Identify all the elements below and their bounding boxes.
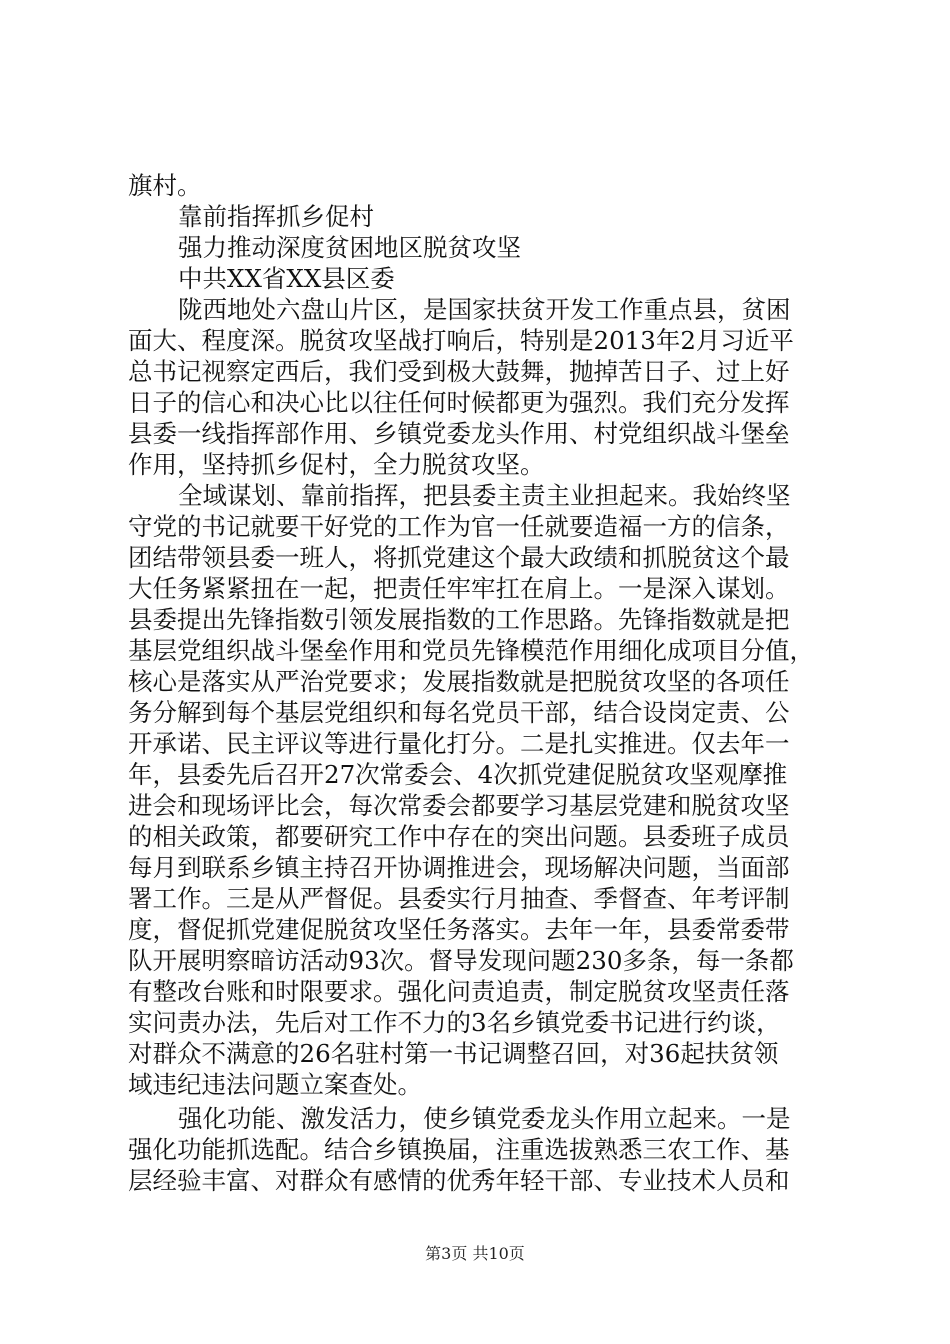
text-line: 守党的书记就要干好党的工作为官一任就要造福一方的信条， <box>128 512 790 541</box>
text-line: 实问责办法，先后对工作不力的3名乡镇党委书记进行约谈， <box>128 1008 781 1037</box>
text-line: 面大、程度深。脱贫攻坚战打响后，特别是2013年2月习近平 <box>128 326 794 355</box>
text-line: 基层党组织战斗堡垒作用和党员先锋模范作用细化成项目分值， <box>128 636 814 665</box>
text-line: 度，督促抓党建促脱贫攻坚任务落实。去年一年，县委常委带 <box>128 915 790 944</box>
text-line: 对群众不满意的26名驻村第一书记调整召回，对36起扶贫领 <box>128 1039 779 1068</box>
text-line: 团结带领县委一班人，将抓党建这个最大政绩和抓脱贫这个最 <box>128 543 790 572</box>
text-line: 陇西地处六盘山片区，是国家扶贫开发工作重点县，贫困 <box>178 295 791 324</box>
text-line: 强化功能抓选配。结合乡镇换届，注重选拔熟悉三农工作、基 <box>128 1135 790 1164</box>
text-line: 日子的信心和决心比以往任何时候都更为强烈。我们充分发挥 <box>128 388 790 417</box>
text-line: 有整改台账和时限要求。强化问责追责，制定脱贫攻坚责任落 <box>128 977 790 1006</box>
text-line: 强化功能、激发活力，使乡镇党委龙头作用立起来。一是 <box>178 1104 791 1133</box>
document-body <box>128 170 828 1196</box>
text-line: 全域谋划、靠前指挥，把县委主责主业担起来。我始终坚 <box>178 481 791 510</box>
text-line: 核心是落实从严治党要求；发展指数就是把脱贫攻坚的各项任 <box>128 667 790 696</box>
text-line: 务分解到每个基层党组织和每名党员干部，结合设岗定责、公 <box>128 698 790 727</box>
text-line: 开承诺、民主评议等进行量化打分。二是扎实推进。仅去年一 <box>128 729 790 758</box>
text-line: 队开展明察暗访活动93次。督导发现问题230多条，每一条都 <box>128 946 794 975</box>
text-line: 域违纪违法问题立案查处。 <box>128 1070 422 1099</box>
text-line: 总书记视察定西后，我们受到极大鼓舞，抛掉苦日子、过上好 <box>128 357 790 386</box>
text-line: 的相关政策，都要研究工作中存在的突出问题。县委班子成员 <box>128 822 790 851</box>
section-subheading: 强力推动深度贫困地区脱贫攻坚 <box>178 233 521 262</box>
text-line: 旗村。 <box>128 171 202 200</box>
text-line: 作用，坚持抓乡促村，全力脱贫攻坚。 <box>128 450 545 479</box>
text-line: 县委一线指挥部作用、乡镇党委龙头作用、村党组织战斗堡垒 <box>128 419 790 448</box>
section-heading: 靠前指挥抓乡促村 <box>178 202 374 231</box>
text-line: 每月到联系乡镇主持召开协调推进会，现场解决问题，当面部 <box>128 853 790 882</box>
text-line: 年，县委先后召开27次常委会、4次抓党建促脱贫攻坚观摩推 <box>128 760 788 789</box>
text-line: 大任务紧紧扭在一起，把责任牢牢扛在肩上。一是深入谋划。 <box>128 574 790 603</box>
text-line: 县委提出先锋指数引领发展指数的工作思路。先锋指数就是把 <box>128 605 790 634</box>
text-line: 署工作。三是从严督促。县委实行月抽查、季督查、年考评制 <box>128 884 790 913</box>
page-number-footer: 第3页 共10页 <box>425 1244 525 1263</box>
text-line: 进会和现场评比会，每次常委会都要学习基层党建和脱贫攻坚 <box>128 791 790 820</box>
author-line: 中共XX省XX县区委 <box>178 264 395 293</box>
text-line: 层经验丰富、对群众有感情的优秀年轻干部、专业技术人员和 <box>128 1166 790 1195</box>
